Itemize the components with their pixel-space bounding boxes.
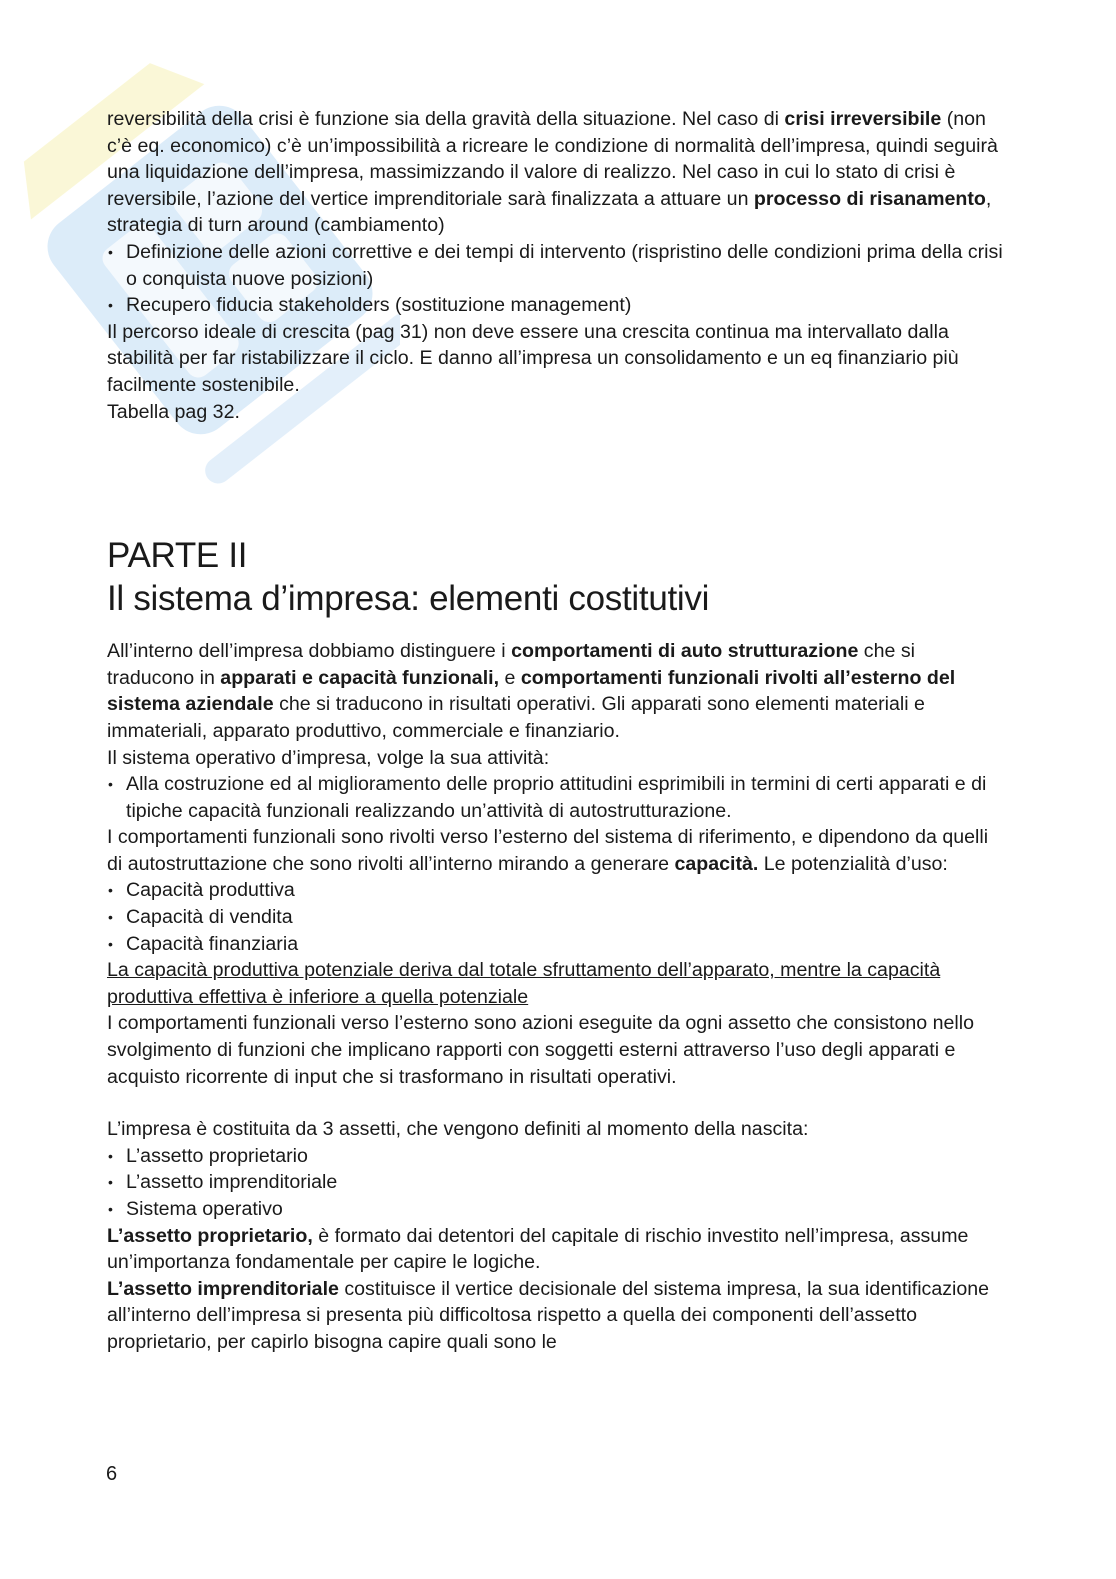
- list-item: • L’assetto imprenditoriale: [107, 1169, 1007, 1196]
- section-heading: [107, 534, 1007, 620]
- bullet-list: [107, 239, 1007, 319]
- heading-line-1: PARTE II: [107, 536, 248, 576]
- paragraph: I comportamenti funzionali sono rivolti verso l’esterno del sistema di riferimento, e dipendono da quelli di autostruttazione che sono rivolti all’interno mirando a generare capacità. Le potenzialità d’uso:: [107, 826, 989, 875]
- paragraph: Tabella pag 32.: [107, 400, 240, 423]
- paragraph: Il sistema operativo d’impresa, volge la sua attività:: [107, 746, 550, 769]
- page-content: [107, 106, 1007, 1356]
- paragraph: L’impresa è costituita da 3 assetti, che vengono definiti al momento della nascita:: [107, 1118, 809, 1141]
- list-item: • Capacità di vendita: [107, 904, 1007, 931]
- paragraph: Il percorso ideale di crescita (pag 31) non deve essere una crescita continua ma intervallato dalla stabilità per far ristabilizzare il ciclo. E danno all’impresa un consolidamento e un eq finanziario più facilmente sostenibile.: [107, 320, 959, 396]
- paragraph: reversibilità della crisi è funzione sia della gravità della situazione. Nel caso di crisi irreversibile (non c’è eq. economico) c’è un’impossibilità a ricreare le condizione di normalità dell’impresa, quindi seguirà una liquidazione dell’impresa, massimizzando il valore di realizzo. Nel caso in cui lo stato di crisi è reversibile, l’azione del vertice imprenditoriale sarà finalizzata a attuare un processo di risanamento, strategia di turn around (cambiamento): [107, 108, 998, 237]
- page-number: 6: [106, 1463, 118, 1485]
- bullet-list: [107, 1143, 1007, 1223]
- list-item: • Recupero fiducia stakeholders (sostituzione management): [107, 292, 1007, 319]
- list-item: • Sistema operativo: [107, 1196, 1007, 1223]
- paragraph: All’interno dell’impresa dobbiamo distinguere i comportamenti di auto strutturazione che si traducono in apparati e capacità funzionali, e comportamenti funzionali rivolti all’esterno del sistema aziendale che si traducono in risultati operativi. Gli apparati sono elementi materiali e immateriali, apparato produttivo, commerciale e finanziario.: [107, 640, 956, 742]
- underlined-note: La capacità produttiva potenziale deriva dal totale sfruttamento dell’apparato, mentre la capacità produttiva effettiva è inferiore a quella potenziale: [107, 959, 941, 1008]
- list-item: • L’assetto proprietario: [107, 1143, 1007, 1170]
- paragraph: L’assetto proprietario, è formato dai detentori del capitale di rischio investito nell’impresa, assume un’importanza fondamentale per capire le logiche.: [107, 1224, 969, 1274]
- bullet-list: [107, 877, 1007, 957]
- list-item: • Alla costruzione ed al miglioramento delle proprio attitudini esprimibili in termini di certi apparati e di tipiche capacità funzionali realizzando un’attività di autostrutturazione.: [107, 771, 1007, 824]
- paragraph: I comportamenti funzionali verso l’esterno sono azioni eseguite da ogni assetto che consistono nello svolgimento di funzioni che implicano rapporti con soggetti esterni attraverso l’uso degli apparati e acquisto ricorrente di input che si trasformano in risultati operativi.: [107, 1012, 974, 1088]
- list-item: • Capacità produttiva: [107, 877, 1007, 904]
- list-item: • Definizione delle azioni correttive e dei tempi di intervento (rispristino delle condizioni prima della crisi o conquista nuove posizioni): [107, 239, 1007, 292]
- heading-line-2: Il sistema d’impresa: elementi costitutivi: [107, 579, 710, 619]
- bullet-list: [107, 771, 1007, 824]
- paragraph: L’assetto imprenditoriale costituisce il vertice decisionale del sistema impresa, la sua identificazione all’interno dell’impresa si presenta più difficoltosa rispetto a quella dei componenti dell’assetto proprietario, per capirlo bisogna capire quali sono le: [107, 1277, 990, 1353]
- list-item: • Capacità finanziaria: [107, 931, 1007, 958]
